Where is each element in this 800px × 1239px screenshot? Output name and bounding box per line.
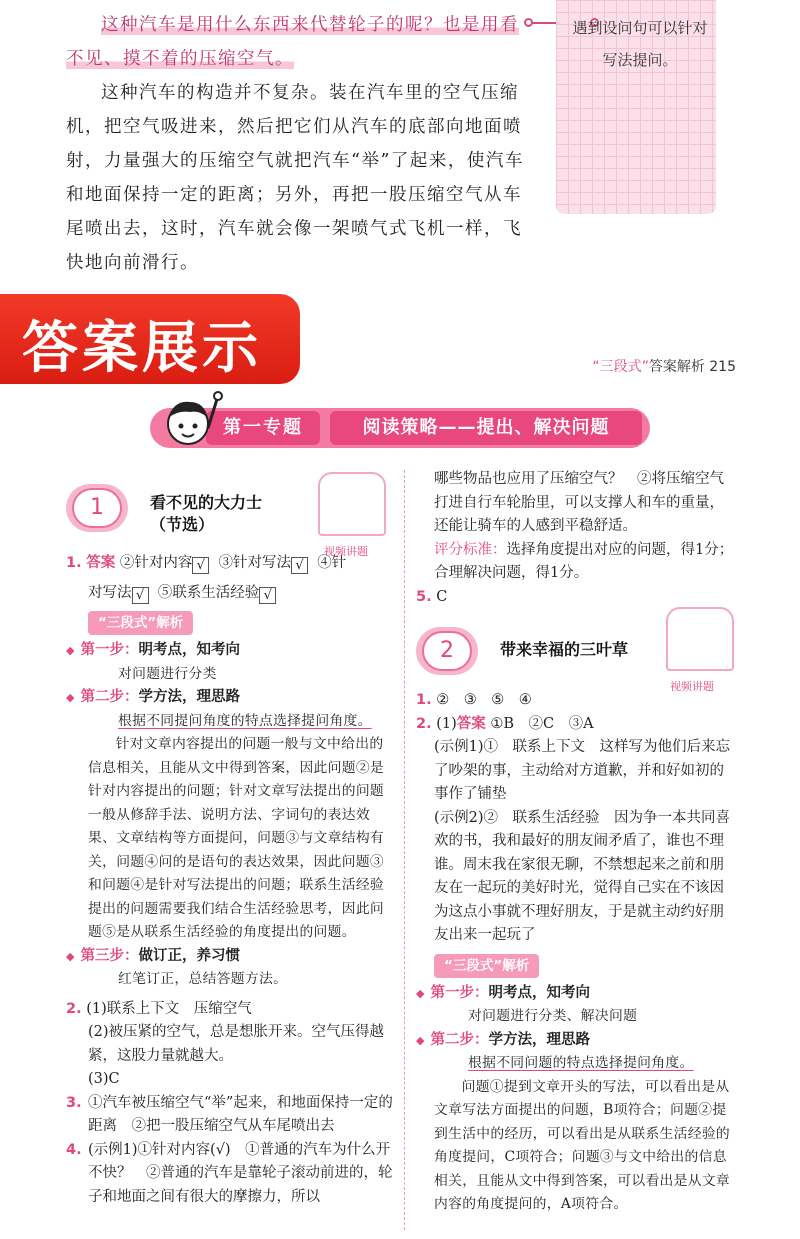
page-header-quote: “三段式”	[592, 359, 649, 375]
lesson-1-header	[66, 470, 394, 558]
video-label[interactable]: 视频讲题	[670, 680, 714, 693]
scoring-text: 选择角度提出对应的问题，得1分；合理解决问题，得1分。	[434, 541, 734, 581]
checkbox-checked: √	[291, 557, 308, 574]
right-column	[416, 468, 736, 1217]
excerpt-paragraph: 这种汽车的构造并不复杂。装在汽车里的空气压缩机，把空气吸进来，然后把它们从汽车的底部向地面喷射，力量强大的压缩空气就把汽车“举”了起来，使汽车和地面保持一定的距离；另外，再把一股压缩空气从车尾喷出去，这时，汽车就会像一架喷气式飞机一样，飞快地向前滑行。	[66, 83, 524, 273]
topic-strategy: 阅读策略——提出、解决问题	[330, 411, 642, 445]
answer-option: ②针对内容	[119, 555, 193, 571]
lesson-title	[150, 492, 262, 536]
step-3-text: 红笔订正，总结答题方法。	[118, 971, 288, 987]
three-step-tag: “三段式”解析	[88, 611, 193, 635]
lesson-number-badge	[66, 484, 128, 532]
answer-line: ①汽车被压缩空气“举”起来，和地面保持一定的距离 ②把一股压缩空气从车尾喷出去	[88, 1094, 393, 1134]
lesson-subtitle: （节选）	[150, 515, 215, 534]
top-excerpt-section	[0, 0, 800, 273]
step-1	[416, 982, 736, 1006]
example-2: (示例2)② 联系生活经验 因为争一本共同喜欢的书，我和最好的朋友闹矛盾了，谁也不理谁。周末我在家很无聊，不禁想起来之前和朋友在一起玩的美好时光，觉得自己实在不该因为这点小事就不理好朋友，于是就主动约好朋友出来一起玩了	[434, 809, 731, 943]
answer-continued: 哪些物品也应用了压缩空气？ ②将压缩空气打进自行车轮胎里，可以支撑人和车的重量，还能让骑车的人感到平稳舒适。	[434, 471, 724, 534]
side-note-text: 遇到设问句可以针对写法提问。	[572, 19, 708, 69]
step-title: 明考点，知考向	[138, 642, 240, 658]
lesson-title-line: 看不见的大力士	[150, 493, 263, 512]
step-2	[66, 686, 394, 710]
step-2	[416, 1029, 736, 1053]
step-3	[66, 945, 394, 969]
step-2-text: 问题①提到文章开头的写法，可以看出是从文章写法方面提出的问题，B项符合；问题②提到生活中的经历，可以看出是从联系生活经验的角度提问，C项符合；问题③与文中给出的信息相关，且能从文中得到答案，可以看出是从文章内容的角度提问的，A项符合。	[434, 1078, 731, 1212]
lesson-2-header	[416, 613, 736, 693]
scoring-criteria	[416, 539, 736, 586]
step-1-text: 对问题进行分类、解决问题	[468, 1008, 638, 1024]
banner-title: 答案展示	[22, 316, 262, 381]
checkbox-checked: √	[192, 557, 209, 574]
sub-number: (1)	[436, 715, 457, 732]
triangle-icon: ◆	[66, 691, 75, 704]
three-step-tag: “三段式”解析	[434, 954, 539, 978]
step-2-text: 针对文章内容提出的问题一般与文中给出的信息相关，且能从文中得到答案，因此问题②是针对内容提出的问题；针对文章写法提出的问题一般从修辞手法、说明方法、字词句的表达效果、文章结构等方面提问，问题③与文章结构有关，问题④问的是语句的表达效果，因此问题③和问题④是针对写法提出的问题；联系生活经验提出的问题需要我们结合生活经验思考，因此问题⑤是从联系生活经验的角度提出的问题。	[88, 736, 385, 940]
lesson2-question-2	[416, 713, 736, 737]
checkbox-checked: √	[259, 587, 276, 604]
step-label: 第二步：	[80, 689, 139, 705]
step-1-text: 对问题进行分类	[118, 665, 217, 682]
question-number: 2.	[66, 1000, 82, 1017]
step-label: 第二步：	[430, 1031, 489, 1048]
question-number: 1.	[416, 692, 432, 708]
video-qr-box[interactable]	[666, 607, 734, 671]
page-header-text: 答案解析 215	[648, 359, 736, 375]
excerpt-text	[66, 8, 536, 280]
topic-label: 第一专题	[206, 411, 320, 445]
answer-line: (3)C	[88, 1071, 120, 1087]
question-3	[66, 1092, 394, 1139]
video-qr-box[interactable]	[318, 472, 386, 536]
step-lead: 根据不同问题的特点选择提问角度。	[468, 1055, 694, 1071]
checkbox-checked: √	[132, 587, 149, 604]
step-lead: 根据不同提问角度的特点选择提问角度。	[118, 712, 372, 729]
question-number: 5.	[416, 588, 432, 605]
step-label: 第三步：	[80, 947, 139, 964]
question-4	[66, 1139, 394, 1210]
answer-banner	[0, 294, 300, 384]
triangle-icon: ◆	[66, 644, 75, 657]
step-label: 第一步：	[430, 984, 489, 1001]
excerpt-highlight: 这种汽车是用什么东西来代替轮子的呢？也是用看不见、摸不着的压缩空气。	[66, 15, 519, 69]
question-number: 4.	[66, 1141, 82, 1158]
video-label[interactable]: 视频讲题	[324, 545, 368, 558]
question-2	[66, 998, 394, 1022]
scoring-label: 评分标准：	[434, 541, 507, 558]
answer-line: (示例1)①针对内容(√) ①普通的汽车为什么开不快？ ②普通的汽车是靠轮子滚动前进的，轮子和地面之间有很大的摩擦力，所以	[88, 1141, 393, 1205]
step-2-lead	[66, 710, 394, 734]
example-1: (示例1)① 联系上下文 这样写为他们后来忘了吵架的事，主动给对方道歉，并和好如初的事作了铺垫	[434, 739, 731, 802]
step-title: 做订正，养习惯	[138, 947, 240, 964]
answer-option: ④针	[317, 555, 347, 571]
step-title: 学方法，理思路	[488, 1031, 590, 1048]
step-title: 明考点，知考向	[488, 984, 590, 1001]
answer-option: ③针对写法	[218, 555, 292, 571]
question-number: 1.	[66, 555, 82, 571]
lesson-number-badge	[416, 627, 478, 675]
answer-option: ⑤联系生活经验	[157, 584, 260, 601]
question-number: 3.	[66, 1094, 82, 1111]
step-1	[66, 639, 394, 663]
annotation-dot	[524, 18, 533, 27]
answer-line: C	[436, 588, 448, 605]
answer-line: ② ③ ⑤ ④	[436, 692, 532, 708]
answer-line: ①B ②C ③A	[490, 715, 594, 732]
step-2-lead	[416, 1052, 736, 1076]
boy-mascot-icon	[160, 388, 226, 454]
triangle-icon: ◆	[416, 1033, 425, 1047]
answer-tag: 答案	[456, 715, 486, 732]
page-header	[592, 356, 736, 376]
question-number: 2.	[416, 715, 432, 732]
answer-tag: 答案	[86, 555, 116, 571]
lesson-number: 2	[422, 631, 472, 671]
column-divider	[404, 470, 405, 1230]
left-column	[66, 470, 394, 1209]
question-1-cont	[66, 582, 394, 606]
answer-line: (1)联系上下文 压缩空气	[86, 1000, 252, 1017]
question-5	[416, 586, 736, 610]
step-title: 学方法，理思路	[138, 689, 240, 705]
triangle-icon: ◆	[66, 949, 75, 963]
lesson-number: 1	[72, 488, 122, 528]
answer-line: (2)被压紧的空气，总是想胀开来。空气压得越紧，这股力量就越大。	[88, 1024, 385, 1064]
step-label: 第一步：	[80, 642, 139, 658]
answer-option: 对写法	[88, 584, 132, 601]
triangle-icon: ◆	[416, 986, 425, 1000]
lesson-title: 带来幸福的三叶草	[500, 640, 629, 659]
